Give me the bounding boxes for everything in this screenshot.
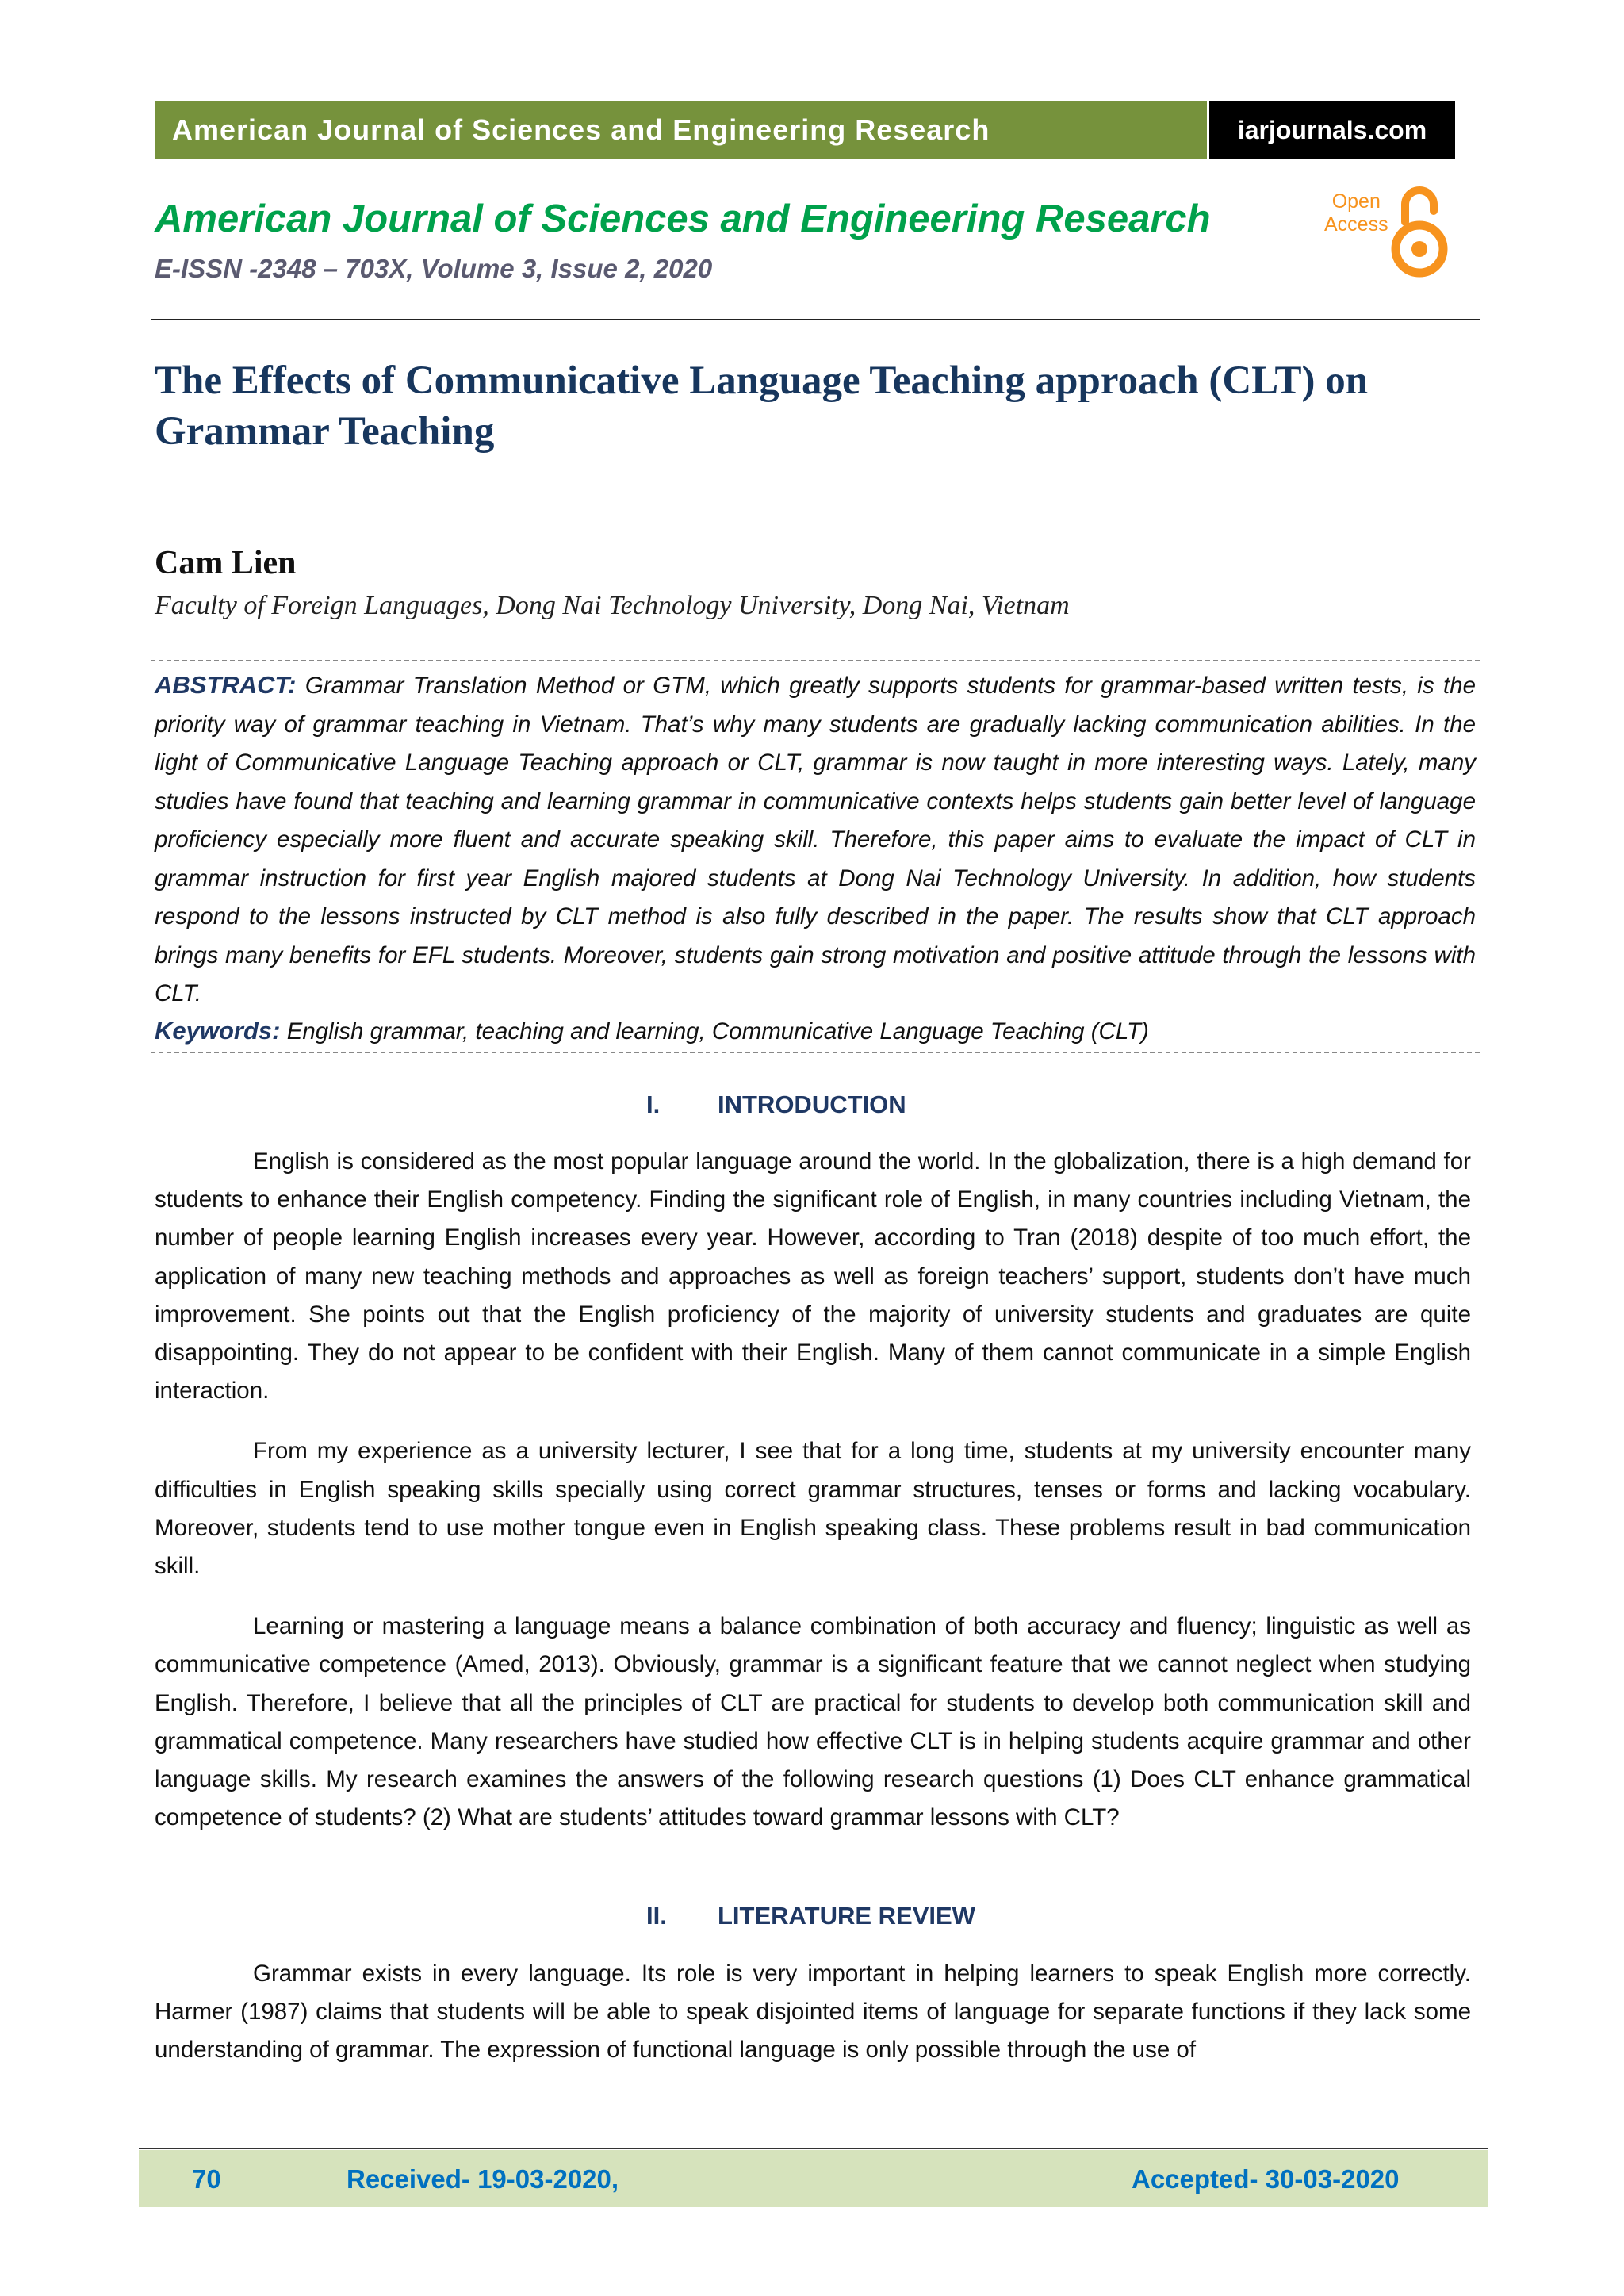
received-date: Received- 19-03-2020, [347, 2164, 619, 2194]
open-access-line2: Access [1324, 213, 1388, 236]
paragraph: Learning or mastering a language means a balance combination of both accuracy and fluency; linguistic as well as communicative competence (Amed, 2013). Obviously, grammar is a significant feature that we cannot neglect when studying English. Therefore, I believe that all the principles of CLT are practical for students to develop both communication skill and grammatical competence. Many researchers have studied how effective CLT is in helping students acquire grammar and other language skills. My research examines the answers of the following research questions (1) Does CLT enhance grammatical competence of students? (2) What are students’ attitudes toward grammar lessons with CLT? [155, 1613, 1471, 1831]
page-number: 70 [192, 2164, 221, 2194]
section-heading-literature-review [646, 1902, 975, 1930]
footer-divider [139, 2148, 1488, 2149]
journal-issn: E-ISSN -2348 – 703X, Volume 3, Issue 2, 2020 [155, 254, 713, 283]
keywords [155, 1017, 1476, 1045]
abstract-bottom-divider [151, 1052, 1480, 1053]
introduction-body [155, 1143, 1471, 1859]
open-access-line1: Open [1331, 190, 1381, 213]
author-affiliation: Faculty of Foreign Languages, Dong Nai Technology University, Dong Nai, Vietnam [155, 591, 1070, 620]
abstract-text: Grammar Translation Method or GTM, which greatly supports students for grammar-based written tests, is the priority way of grammar teaching in Vietnam. That’s why many students are gradually lacking communication abilities. In the light of Communicative Language Teaching approach or CLT, grammar is now taught in more interesting ways. Lately, many studies have found that teaching and learning grammar in communicative contexts helps students gain better level of language proficiency especially more fluent and accurate speaking skill. Therefore, this paper aims to evaluate the impact of CLT in grammar instruction for first year English majored students at Dong Nai Technology University. In addition, how students respond to the lessons instructed by CLT method is also fully described in the paper. The results show that CLT approach brings many benefits for EFL students. Moreover, students gain strong motivation and positive attitude through the lessons with CLT. [155, 673, 1476, 1006]
journal-title: American Journal of Sciences and Engineering Research [155, 197, 1211, 240]
section-number: I. [646, 1091, 661, 1118]
author-name: Cam Lien [155, 545, 297, 581]
open-access-lock-icon [1388, 176, 1451, 279]
section-title: INTRODUCTION [718, 1091, 906, 1118]
paragraph: English is considered as the most popular language around the world. In the globalization, there is a high demand for students to enhance their English competency. Finding the significant role of English, in many countries including Vietnam, the number of people learning English increases every year. However, according to Tran (2018) despite of too much effort, the application of many new teaching methods and approaches as well as foreign teachers’ support, students don’t have much improvement. She points out that the English proficiency of the majority of university students and graduates are quite disappointing. They do not appear to be confident with their English. Many of them cannot communicate in a simple English interaction. [155, 1148, 1471, 1405]
keywords-label: Keywords: [155, 1017, 281, 1045]
masthead-divider [151, 319, 1480, 320]
abstract [155, 666, 1476, 1014]
banner-site-link[interactable]: iarjournals.com [1209, 101, 1455, 159]
literature-review-body [155, 1955, 1471, 2092]
journal-banner [155, 101, 1455, 159]
abstract-top-divider [151, 660, 1480, 661]
section-title: LITERATURE REVIEW [718, 1902, 975, 1930]
abstract-label: ABSTRACT: [155, 671, 297, 699]
keywords-text: English grammar, teaching and learning, Communicative Language Teaching (CLT) [286, 1018, 1149, 1045]
paragraph: From my experience as a university lecturer, I see that for a long time, students at my university encounter many difficulties in English speaking skills specially using correct grammar structures, tenses or forms and lacking vocabulary. Moreover, students tend to use mother tongue even in English speaking class. These problems result in bad communication skill. [155, 1438, 1471, 1580]
paper-title: The Effects of Communicative Language Teaching approach (CLT) on Grammar Teaching [155, 358, 1369, 454]
paragraph: Grammar exists in every language. Its role is very important in helping learners to speak English more correctly. Harmer (1987) claims that students will be able to speak disjointed items of language for separate functions if they lack some understanding of grammar. The expression of functional language is only possible through the use of [155, 1961, 1471, 2064]
open-access-label [1324, 190, 1388, 236]
page-footer [139, 2150, 1488, 2207]
section-heading-introduction [646, 1091, 906, 1119]
section-number: II. [646, 1902, 667, 1930]
banner-journal-name: American Journal of Sciences and Engineering Research [155, 101, 1207, 159]
accepted-date: Accepted- 30-03-2020 [1132, 2164, 1400, 2194]
open-access-logo [1316, 176, 1451, 279]
